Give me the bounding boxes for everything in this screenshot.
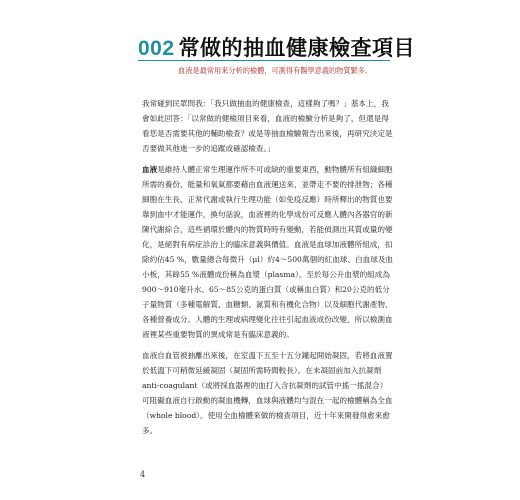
- subtitle: 血液是最常用來分析的檢體，可測得有醫學意義的物質繁多。: [178, 66, 373, 75]
- paragraph-2-lead: 血液: [142, 165, 158, 174]
- title-number: 002: [138, 37, 175, 60]
- paragraph-2: [142, 162, 394, 342]
- page-title: [138, 32, 415, 62]
- body-text: [142, 96, 394, 444]
- paragraph-1: 我常碰到民眾問我：「我只做抽血的健康檢查，這樣夠了嗎？」基本上，我會如此回答：「以常做的健檢項目來看，血液的檢驗分析是夠了，但還是得看您是否需要其他的輔助檢查？或是等抽血檢驗報告出來後，再研究決定是否要做其他進一步的追蹤或確認檢查。」: [142, 99, 393, 153]
- title-text: 常做的抽血健康檢查項目: [178, 35, 416, 60]
- page-number: 4: [140, 470, 146, 479]
- title-rule: [138, 60, 390, 61]
- paragraph-2-text: 是維持人體正常生理運作所不可或缺的重要東西，動物體所有組織細胞所需的養份、能量和氧氣都要藉由血液運送來，並帶走不要的排泄物；各種細胞在生長、正常代謝或執行生理功能（如免疫反應）時所釋出的物質也要靠到血中才能運作，換句話說，血液裡的化學成份可反應人體內各器官的新陳代謝綜合，這些循環於體內的物質時時有變動，若能偵測出其質或量的變化，是絕對有病症診治上的臨床意義與價值。血液是血球加液體所組成，扣除約佔45 %，數量總合每微升（μl）約4～500萬個的紅血球、白血球及血小板，其餘55 %液體成份稱為血漿（plasma）。至於每公升血漿的組成為900～910毫升水、65～85公克的蛋白質（或稱血白質）和20公克的低分子量物質（多種電解質、血糖類、氮質和有機化合物）以及細胞代謝產物、各種營養成分。人體的生理或病理變化往往引起血液成份改變，所以檢測血液裡某些重要物質的異成常是有臨床意義的。: [142, 165, 394, 339]
- paragraph-3: 血液自血管被抽離出來後，在室溫下五至十五分鐘起開始凝固，若將血液置於低溫下可稍微延緩凝固（凝固所需時間較長）。在未凝固前加入抗凝劑anti-coagulant（或將採血器裡的血打入含抗凝劑的試管中搖一搖混合）可阻礙血液自行啟動的凝血機轉，血球與液體均勻混在一起的檢體稱為全血（whole blood）。使用全血檢體來做的檢查項目，近十年來開發得愈來愈多。: [142, 351, 393, 435]
